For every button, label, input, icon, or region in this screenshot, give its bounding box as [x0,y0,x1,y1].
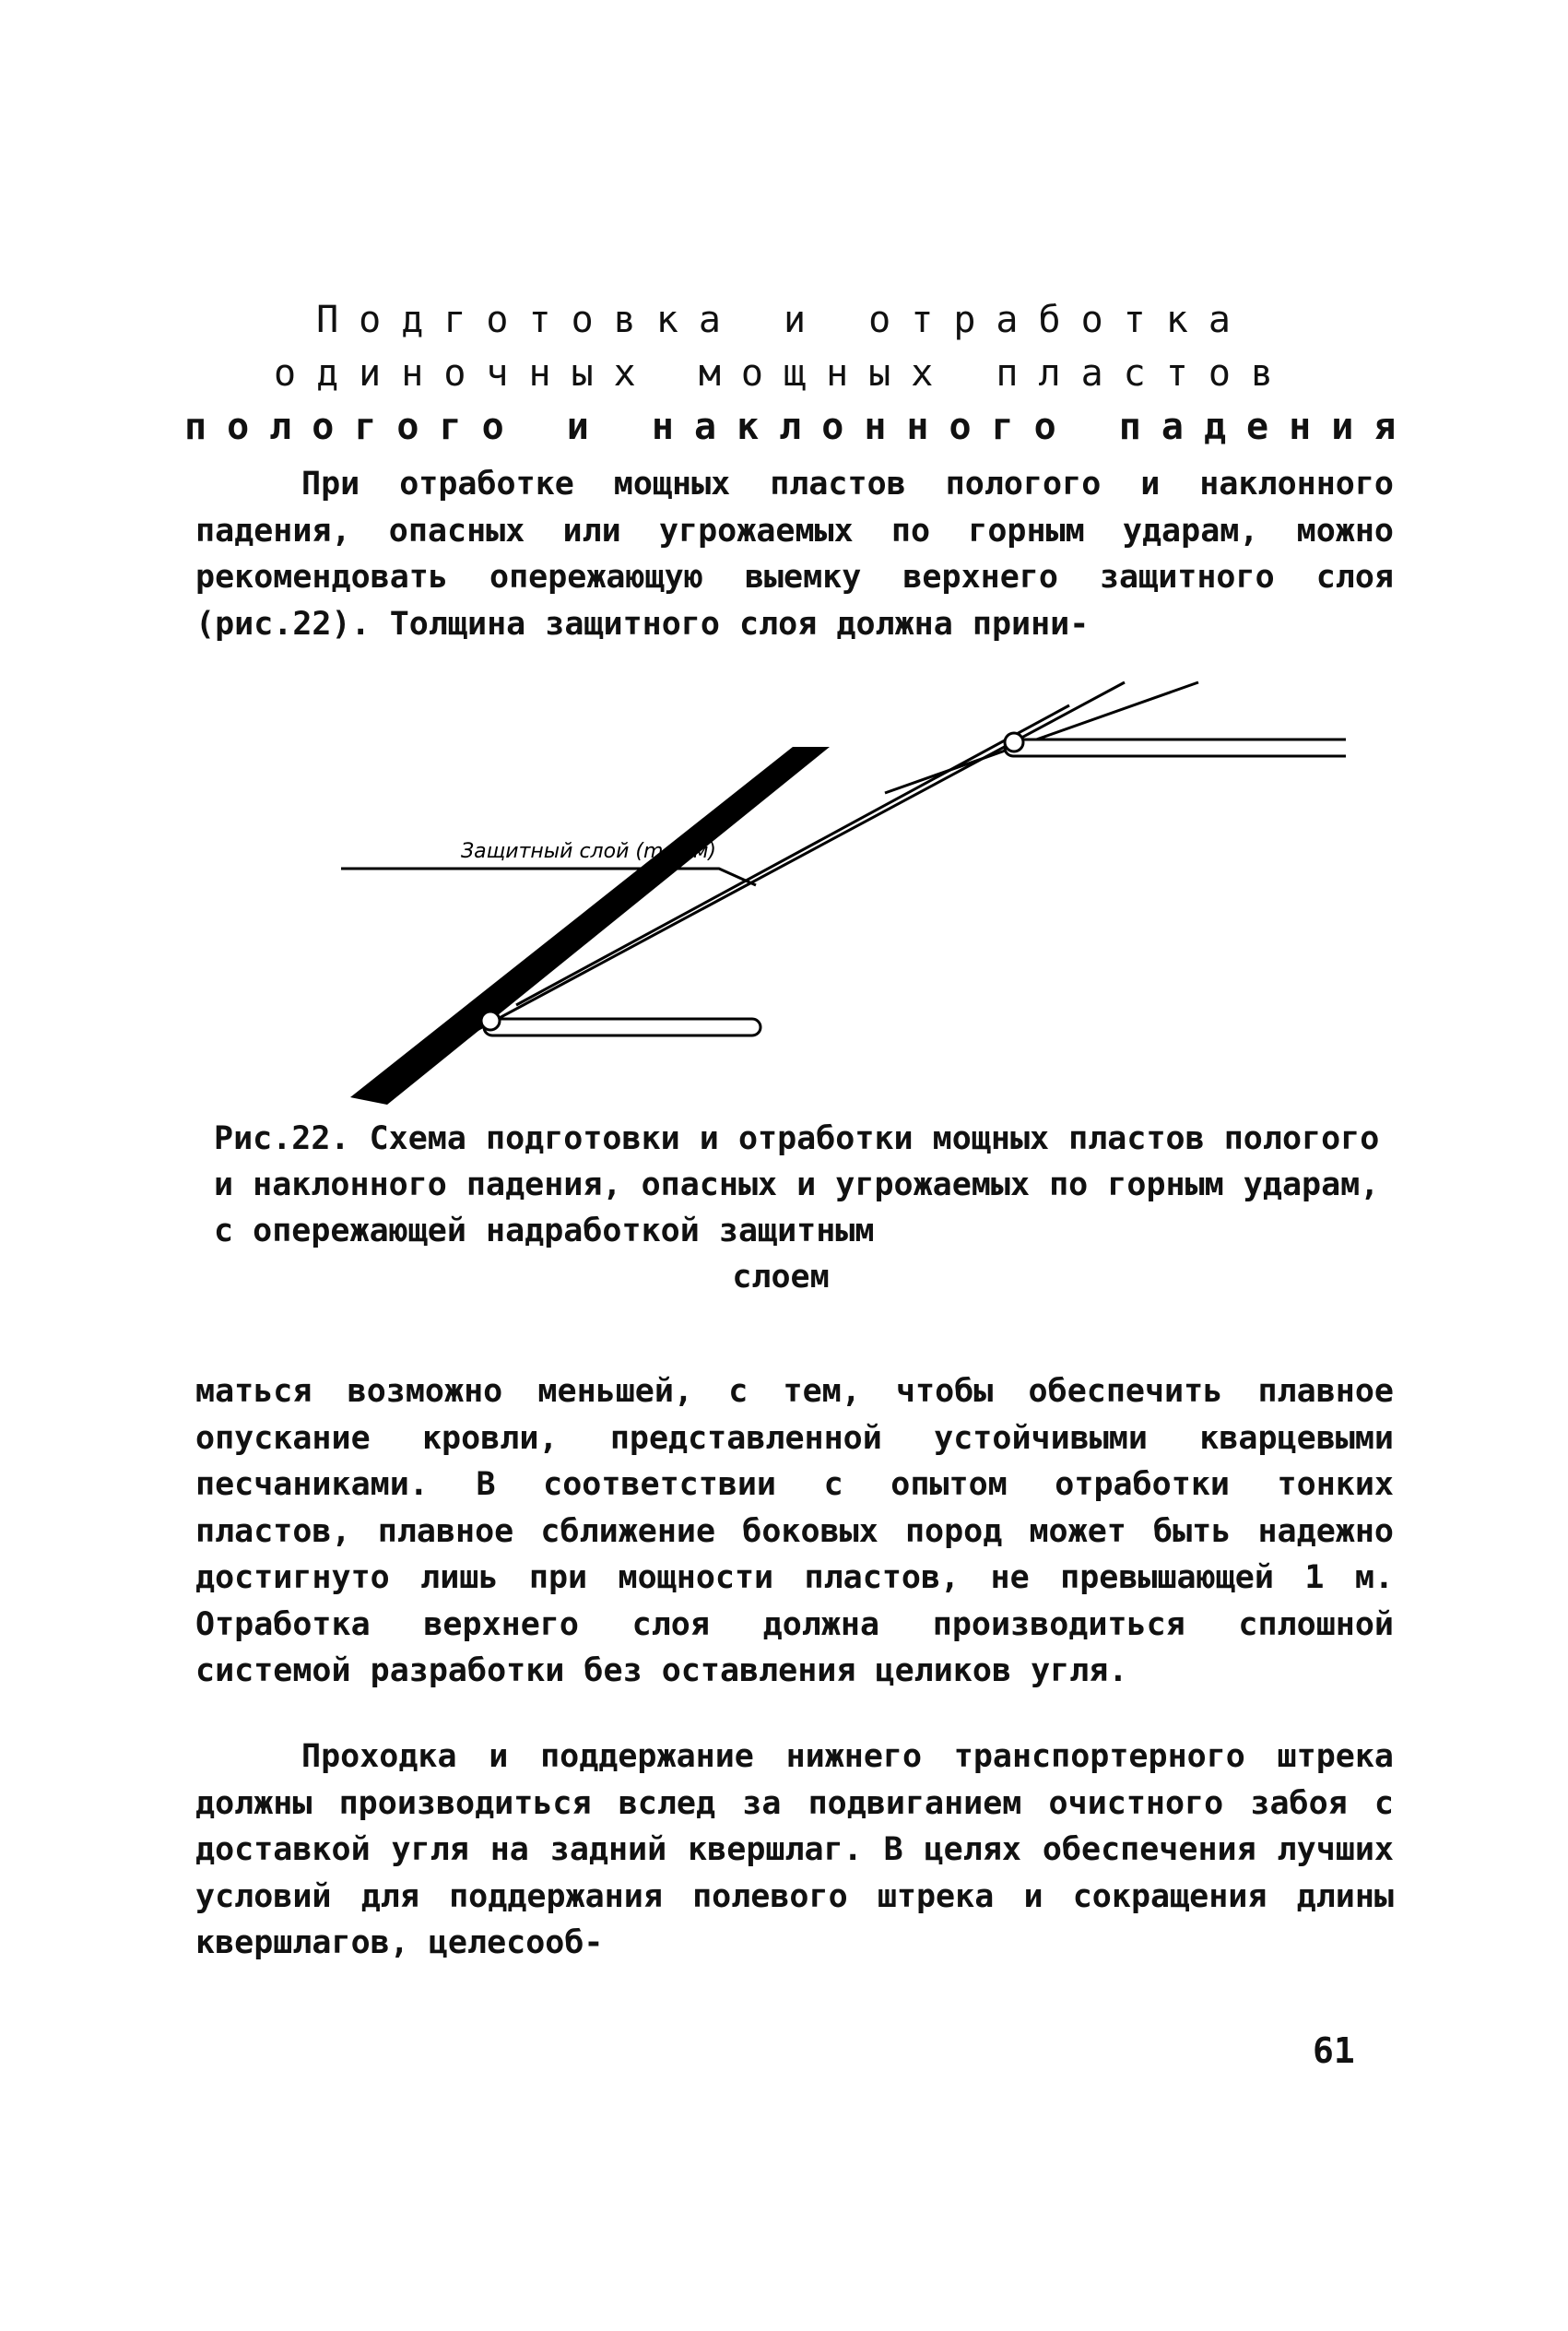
paragraph-intro [195,461,1394,647]
lower-drift [484,1019,760,1035]
paragraph-drift [195,1733,1394,1967]
lower-drift-junction [481,1012,500,1030]
figure-caption-text: Рис.22. Схема подготовки и отработки мощных пластов пологого и наклонного падения, опасных и угрожаемых по горным ударам, с опережающей надработкой защитным [214,1120,1380,1249]
label-leader-line [341,869,756,885]
paragraph-continuation: маться возможно меньшей, с тем, чтобы обеспечить плавное опускание кровли, представленной устойчивыми кварцевыми песчаниками. В соответствии с опытом отработки тонких пластов, плавное сближение боковых пород может быть надежно достигнуто лишь при мощности пластов, не превышающей 1 м. Отработка верхнего слоя должна производиться сплошной системой разработки без оставления целиков угля. [195,1373,1394,1689]
coal-seam-band [350,747,830,1105]
heading-line-1: Подготовка и отработка [316,299,1251,341]
paragraph-intro-text: При отработке мощных пластов пологого и наклонного падения, опасных или угрожаемых по горным ударам, можно рекомендовать опережающую выемку верхнего защитного слоя (рис.22). Толщина защитного слоя должна прини- [195,466,1394,643]
upper-drift [1005,740,1346,756]
figure-caption [214,1116,1412,1300]
upper-drift-junction [1005,733,1023,751]
figure-22-diagram [332,664,1346,1125]
figure-caption-last-word: слоем [732,1259,830,1296]
protective-layer-line-top [885,682,1198,793]
section-heading [184,293,1417,454]
paragraph-drift-text: Проходка и поддержание нижнего транспортерного штрека должны производиться вслед за подвиганием очистного забоя с доставкой угля на задний квершлаг. В целях обеспечения лучших условий для поддержания полевого штрека и сокращения длины квершлагов, целесооб- [195,1738,1394,1961]
seam-scheme-svg [332,664,1346,1125]
heading-line-3: пологого и наклонного падения [184,406,1417,448]
page-number: 61 [1313,2030,1355,2071]
protective-layer-label: Защитный слой (m≤1м) [461,840,716,863]
heading-line-2: одиночных мощных пластов [274,352,1293,395]
